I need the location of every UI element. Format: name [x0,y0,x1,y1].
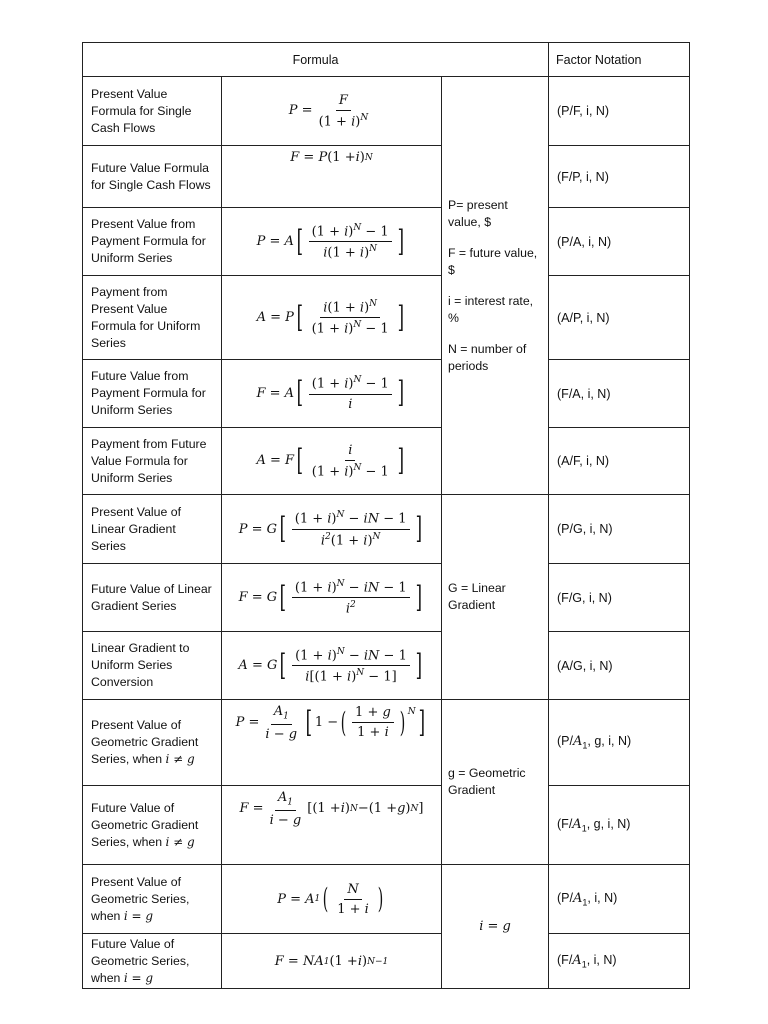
formula-cell: P = A [ $\frac{(1 + i)^N - 1}{i(1 + i)^N}$ ] [222,208,442,276]
factor-notation: (A/P, i, N) [549,276,690,360]
factor-prefix: (P/ [557,734,573,749]
row-description: Payment from Present Value Formula for Uniform Series [83,276,222,360]
formula-cell: F = P (1 + i ) N [222,146,442,208]
factor-notation: (F/A, i, N) [549,360,690,428]
row-description [83,934,222,989]
row-description [83,865,222,934]
row-description: Present Value Formula for Single Cash Flows [83,77,222,146]
factor-prefix: (F/ [557,816,573,831]
table-row [83,700,690,786]
row-description-text: Future Value of Geometric Series, when [91,936,190,985]
legend-f: F = future value, $ [448,245,538,277]
factor-variable: A [572,816,582,832]
row-description: Linear Gradient to Uniform Series Conversion [83,632,222,700]
formula-header: Formula [83,43,549,77]
table-row [83,786,690,865]
factor-notation [549,934,690,989]
formula-cell: A = G [ $\frac{(1 + i)^N - iN - 1}{i[(1 + i)^N - 1]}$ ] [222,632,442,700]
table-row [83,865,690,934]
row-description-text: Present Value of Geometric Series, when [91,874,190,923]
formula-cell: F = $\frac{A_1}{i - g}$ [(1 + i ) N −(1 + g ) N ] [222,786,442,865]
factor-subscript: 1 [581,959,587,970]
factor-prefix: (P/ [557,890,573,905]
linear-gradient-legend: G = Linear Gradient [442,495,549,700]
factor-subscript: 1 [582,740,588,751]
formula-cell: F = A [ $\frac{(1 + i)^N - 1}{i}$ ] [222,360,442,428]
row-condition: i ≠ g [165,752,195,766]
table-row [83,146,690,208]
factor-variable: A [573,890,583,906]
row-description-text: Present Value of Geometric Gradient Series, when [91,718,199,766]
formula-cell: A = F [ $\frac{i}{(1 + i)^N - 1}$ ] [222,428,442,495]
header-row [83,43,690,77]
table-row [83,360,690,428]
table-row [83,428,690,495]
table-row [83,77,690,146]
formula-cell: P = $\frac{A_1}{i - g}$ [ 1 − ( $\frac{1 + g}{1 + i}$ ) $^N$ ] [222,700,442,786]
factor-subscript: 1 [582,897,588,908]
legend-i: i = interest rate, % [448,293,534,325]
geometric-gradient-legend: g = Geometric Gradient [442,700,549,865]
factor-notation [549,700,690,786]
factor-notation: (P/A, i, N) [549,208,690,276]
factor-notation: (A/F, i, N) [549,428,690,495]
equal-rate-legend [442,865,549,989]
row-description: Future Value Formula for Single Cash Flows [83,146,222,208]
formula-cell: P = G [ $\frac{(1 + i)^N - iN - 1}{i^2(1 + i)^N}$ ] [222,495,442,564]
variable-legend [442,77,549,495]
table-row [83,632,690,700]
factor-notation: (P/G, i, N) [549,495,690,564]
table-row [83,495,690,564]
factor-subscript: 1 [581,823,587,834]
row-description: Payment from Future Value Formula for Uniform Series [83,428,222,495]
row-description: Future Value from Payment Formula for Uniform Series [83,360,222,428]
factor-variable: A [572,952,582,968]
factor-variable: A [573,734,583,750]
formula-cell: F = NA 1 (1 + i ) N−1 [222,934,442,989]
factor-notation: (A/G, i, N) [549,632,690,700]
factor-prefix: (F/ [557,952,573,967]
factor-suffix: , g, i, N) [586,816,631,831]
factor-notation: (F/P, i, N) [549,146,690,208]
row-condition: i = g [123,908,154,923]
row-description-text: Future Value of Geometric Gradient Series, when [91,800,199,849]
formula-cell: P = A 1 ( $\frac{N}{1 + i}$ ) [222,865,442,934]
factor-notation: (F/G, i, N) [549,564,690,632]
row-description [83,786,222,865]
row-condition: i = g [123,970,154,985]
table-row [83,208,690,276]
factor-suffix: , i, N) [586,952,617,967]
formula-cell: P = $\frac{F}{(1 + i)^N}$ [222,77,442,146]
row-description: Present Value from Payment Formula for Uniform Series [83,208,222,276]
row-description [83,700,222,786]
row-description: Present Value of Linear Gradient Series [83,495,222,564]
table-row [83,276,690,360]
formula-cell: A = P [ $\frac{i(1 + i)^N}{(1 + i)^N - 1}$ ] [222,276,442,360]
legend-n: N = number of periods [448,341,527,373]
legend-p: P= present value, $ [448,197,508,229]
factor-notation [549,865,690,934]
factor-header: Factor Notation [549,43,690,77]
equal-rate-label: i = g [479,919,511,934]
formula-cell: F = G [ $\frac{(1 + i)^N - iN - 1}{i^2}$ ] [222,564,442,632]
factor-notation: (P/F, i, N) [549,77,690,146]
row-description: Future Value of Linear Gradient Series [83,564,222,632]
factor-suffix: , g, i, N) [587,734,632,749]
factor-suffix: , i, N) [587,890,618,905]
factor-notation [549,786,690,865]
table-row [83,934,690,989]
formula-table [82,42,690,989]
table-row [83,564,690,632]
row-condition: i ≠ g [165,834,195,849]
